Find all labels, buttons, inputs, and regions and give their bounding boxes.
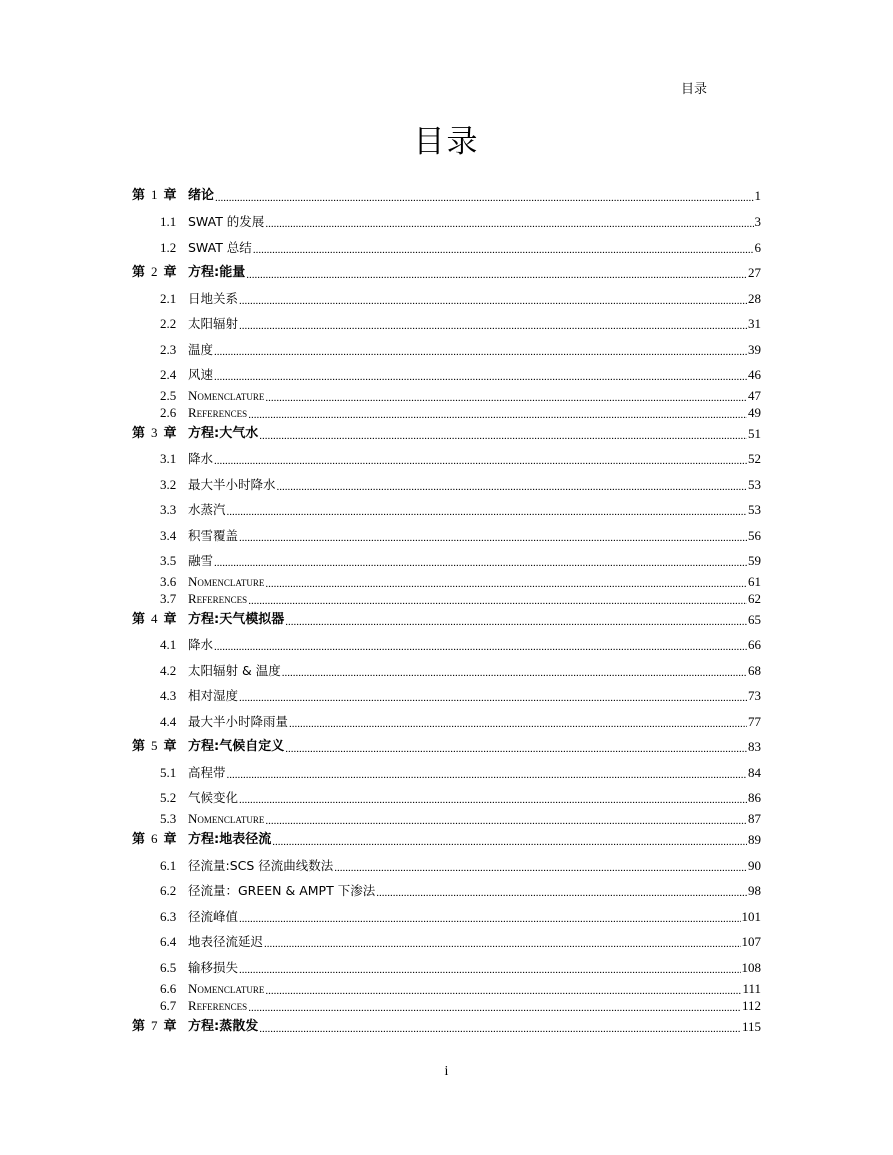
entry-title: 风速 — [188, 367, 214, 382]
toc-chapter-entry[interactable] — [132, 186, 761, 204]
dot-leader — [215, 192, 753, 204]
toc-section-entry[interactable] — [132, 386, 761, 404]
dot-leader — [214, 455, 747, 467]
entry-page-number: 108 — [741, 960, 761, 975]
toc-section-entry[interactable] — [132, 589, 761, 607]
toc-chapter-entry[interactable] — [132, 263, 761, 281]
entry-title: SWAT 总结 — [188, 240, 252, 255]
entry-title: Nomenclature — [188, 574, 265, 589]
dot-leader — [277, 481, 747, 493]
entry-page-number: 61 — [748, 574, 761, 589]
dot-leader — [239, 794, 747, 806]
toc-section-entry[interactable] — [132, 809, 761, 827]
entry-title: 太阳辐射 — [188, 316, 239, 331]
toc-section-entry[interactable] — [132, 635, 761, 653]
chapter-number: 第 3 章 — [132, 425, 177, 441]
entry-title: Nomenclature — [188, 811, 265, 826]
entry-title: References — [188, 998, 248, 1013]
entry-title: 相对湿度 — [188, 688, 239, 703]
chapter-number: 第 7 章 — [132, 1018, 177, 1034]
entry-page-number: 77 — [748, 714, 761, 729]
entry-title: 最大半小时降水 — [188, 477, 276, 492]
dot-leader — [253, 244, 754, 256]
dot-leader — [264, 938, 740, 950]
dot-leader — [214, 557, 747, 569]
entry-title: 方程:大气水 — [188, 426, 259, 441]
section-number: 6.3 — [160, 909, 177, 924]
dot-leader — [227, 506, 747, 518]
toc-chapter-entry[interactable] — [132, 424, 761, 442]
dot-leader — [246, 269, 747, 281]
entry-page-number: 59 — [748, 553, 761, 568]
section-number: 6.7 — [160, 998, 177, 1013]
toc-section-entry[interactable] — [132, 686, 761, 704]
dot-leader — [248, 595, 747, 607]
entry-title: 气候变化 — [188, 790, 239, 805]
toc-section-entry[interactable] — [132, 958, 761, 976]
entry-page-number: 52 — [748, 451, 761, 466]
toc-section-entry[interactable] — [132, 365, 761, 383]
entry-title: 地表径流延迟 — [188, 934, 264, 949]
entry-title: 水蒸汽 — [188, 502, 226, 517]
entry-page-number: 66 — [748, 637, 761, 652]
section-number: 3.6 — [160, 574, 177, 589]
entry-page-number: 51 — [748, 426, 761, 441]
entry-title: 融雪 — [188, 553, 214, 568]
dot-leader — [334, 862, 747, 874]
toc-chapter-entry[interactable] — [132, 737, 761, 755]
dot-leader — [214, 371, 747, 383]
entry-page-number: 56 — [748, 528, 761, 543]
toc-section-entry[interactable] — [132, 979, 761, 997]
section-number: 6.5 — [160, 960, 177, 975]
section-number: 1.1 — [160, 214, 177, 229]
entry-page-number: 86 — [748, 790, 761, 805]
section-number: 6.2 — [160, 883, 177, 898]
section-number: 3.4 — [160, 528, 177, 543]
entry-title: 输移损失 — [188, 960, 239, 975]
entry-page-number: 115 — [741, 1019, 761, 1034]
entry-page-number: 6 — [754, 240, 761, 255]
entry-title: References — [188, 405, 248, 420]
entry-page-number: 53 — [748, 502, 761, 517]
toc-section-entry[interactable] — [132, 238, 761, 256]
section-number: 2.1 — [160, 291, 177, 306]
chapter-number: 第 6 章 — [132, 831, 177, 847]
entry-page-number: 87 — [748, 811, 761, 826]
entry-page-number: 31 — [748, 316, 761, 331]
entry-page-number: 65 — [748, 612, 761, 627]
chapter-number: 第 4 章 — [132, 611, 177, 627]
section-number: 3.7 — [160, 591, 177, 606]
entry-title: Nomenclature — [188, 981, 265, 996]
toc-section-entry[interactable] — [132, 449, 761, 467]
section-number: 3.2 — [160, 477, 177, 492]
entry-title: 方程:天气模拟器 — [188, 612, 285, 627]
entry-title: 降水 — [188, 637, 214, 652]
entry-page-number: 46 — [748, 367, 761, 382]
section-number: 2.4 — [160, 367, 177, 382]
entry-title: 径流量:SCS 径流曲线数法 — [188, 858, 334, 873]
dot-leader — [282, 667, 747, 679]
page-number: i — [444, 1064, 449, 1079]
dot-leader — [239, 964, 740, 976]
dot-leader — [248, 1002, 741, 1014]
running-header: 目录 — [681, 82, 708, 97]
chapter-number: 第 5 章 — [132, 738, 177, 754]
section-number: 3.3 — [160, 502, 177, 517]
toc-section-entry[interactable] — [132, 500, 761, 518]
dot-leader — [289, 718, 747, 730]
dot-leader — [239, 320, 747, 332]
dot-leader — [259, 1023, 741, 1035]
dot-leader — [272, 836, 747, 848]
toc-chapter-entry[interactable] — [132, 610, 761, 628]
entry-page-number: 84 — [748, 765, 761, 780]
section-number: 2.3 — [160, 342, 177, 357]
entry-page-number: 111 — [742, 981, 761, 996]
dot-leader — [214, 346, 747, 358]
entry-title: Nomenclature — [188, 388, 265, 403]
dot-leader — [227, 769, 747, 781]
section-number: 2.6 — [160, 405, 177, 420]
entry-title: 日地关系 — [188, 291, 239, 306]
entry-title: 降水 — [188, 451, 214, 466]
chapter-number: 第 2 章 — [132, 264, 177, 280]
section-number: 2.2 — [160, 316, 177, 331]
section-number: 6.1 — [160, 858, 177, 873]
dot-leader — [259, 430, 747, 442]
entry-page-number: 68 — [748, 663, 761, 678]
toc-section-entry[interactable] — [132, 932, 761, 950]
toc-chapter-entry[interactable] — [132, 1017, 761, 1035]
entry-title: 方程:能量 — [188, 265, 246, 280]
entry-title: 温度 — [188, 342, 214, 357]
toc-chapter-entry[interactable] — [132, 830, 761, 848]
toc-section-entry[interactable] — [132, 881, 761, 899]
toc-section-entry[interactable] — [132, 475, 761, 493]
toc-section-entry[interactable] — [132, 763, 761, 781]
dot-leader — [239, 913, 740, 925]
entry-page-number: 49 — [748, 405, 761, 420]
chapter-number: 第 1 章 — [132, 187, 177, 203]
dot-leader — [376, 887, 747, 899]
dot-leader — [285, 743, 747, 755]
section-number: 3.5 — [160, 553, 177, 568]
section-number: 1.2 — [160, 240, 177, 255]
toc-section-entry[interactable] — [132, 856, 761, 874]
entry-page-number: 73 — [748, 688, 761, 703]
toc-section-entry[interactable] — [132, 289, 761, 307]
entry-page-number: 27 — [748, 265, 761, 280]
entry-page-number: 39 — [748, 342, 761, 357]
section-number: 4.2 — [160, 663, 177, 678]
entry-page-number: 107 — [741, 934, 761, 949]
entry-title: 绪论 — [188, 188, 215, 203]
entry-page-number: 62 — [748, 591, 761, 606]
entry-title: 方程:气候自定义 — [188, 739, 285, 754]
toc-section-entry[interactable] — [132, 572, 761, 590]
dot-leader — [265, 815, 747, 827]
dot-leader — [239, 532, 747, 544]
entry-title: References — [188, 591, 248, 606]
section-number: 5.2 — [160, 790, 177, 805]
entry-title: 径流峰值 — [188, 909, 239, 924]
toc-section-entry[interactable] — [132, 340, 761, 358]
toc-section-entry[interactable] — [132, 661, 761, 679]
section-number: 5.3 — [160, 811, 177, 826]
entry-page-number: 98 — [748, 883, 761, 898]
entry-page-number: 112 — [741, 998, 761, 1013]
entry-title: 径流量：GREEN & AMPT 下渗法 — [188, 883, 376, 898]
entry-page-number: 101 — [741, 909, 761, 924]
section-number: 4.4 — [160, 714, 177, 729]
entry-title: 积雪覆盖 — [188, 528, 239, 543]
dot-leader — [265, 218, 753, 230]
section-number: 6.4 — [160, 934, 177, 949]
entry-page-number: 53 — [748, 477, 761, 492]
dot-leader — [239, 692, 747, 704]
section-number: 4.3 — [160, 688, 177, 703]
dot-leader — [214, 641, 747, 653]
entry-page-number: 83 — [748, 739, 761, 754]
entry-title: 最大半小时降雨量 — [188, 714, 289, 729]
entry-title: SWAT 的发展 — [188, 214, 265, 229]
page-title: 目录 — [413, 124, 480, 160]
section-number: 3.1 — [160, 451, 177, 466]
dot-leader — [248, 409, 747, 421]
entry-page-number: 3 — [754, 214, 761, 229]
entry-page-number: 89 — [748, 832, 761, 847]
toc-section-entry[interactable] — [132, 212, 761, 230]
toc-section-entry[interactable] — [132, 551, 761, 569]
entry-page-number: 90 — [748, 858, 761, 873]
section-number: 6.6 — [160, 981, 177, 996]
toc-section-entry[interactable] — [132, 526, 761, 544]
toc-section-entry[interactable] — [132, 788, 761, 806]
section-number: 2.5 — [160, 388, 177, 403]
entry-title: 方程:地表径流 — [188, 832, 272, 847]
toc-section-entry[interactable] — [132, 403, 761, 421]
toc-section-entry[interactable] — [132, 314, 761, 332]
entry-page-number: 28 — [748, 291, 761, 306]
dot-leader — [239, 295, 747, 307]
entry-page-number: 1 — [754, 188, 761, 203]
section-number: 4.1 — [160, 637, 177, 652]
entry-title: 太阳辐射 & 温度 — [188, 663, 281, 678]
toc-section-entry[interactable] — [132, 907, 761, 925]
entry-page-number: 47 — [748, 388, 761, 403]
toc-section-entry[interactable] — [132, 996, 761, 1014]
dot-leader — [285, 616, 747, 628]
section-number: 5.1 — [160, 765, 177, 780]
entry-title: 方程:蒸散发 — [188, 1019, 259, 1034]
entry-title: 高程带 — [188, 765, 226, 780]
toc-section-entry[interactable] — [132, 712, 761, 730]
